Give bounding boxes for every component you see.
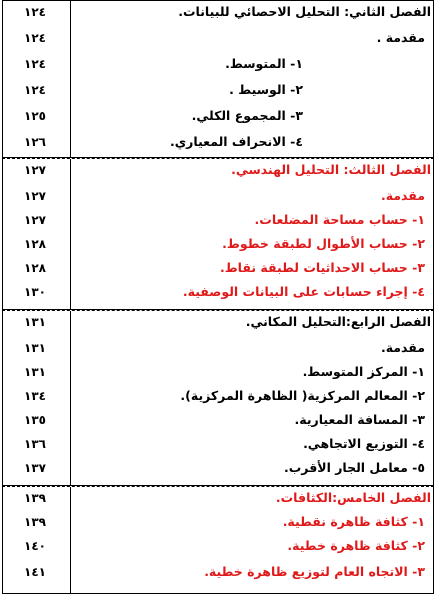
page-number: ١٢٧ [24, 163, 46, 177]
toc-entry-title: ٢- حساب الأطوال لطبقة خطوط. [222, 236, 425, 251]
page-number: ١٢٧ [24, 213, 46, 227]
toc-entry-row [3, 337, 433, 359]
toc-entry-row [3, 281, 433, 303]
toc-entry-row [3, 185, 433, 207]
toc-entry-row [3, 361, 433, 383]
page-number: ١٤٠ [24, 539, 46, 553]
page-number: ١٢٦ [24, 135, 46, 149]
toc-entry-row [3, 561, 433, 583]
table-of-contents [2, 0, 434, 596]
page-number: ١٣١ [24, 341, 46, 355]
toc-entry-row [3, 79, 433, 101]
chapter-section [2, 310, 434, 486]
page-number: ١٣١ [24, 365, 46, 379]
page-number: ١٣٩ [24, 515, 46, 529]
chapter-section [2, 0, 434, 158]
page-number: ١٢٥ [24, 109, 46, 123]
chapter-heading: الفصل الخامس:الكثافات. [275, 490, 431, 505]
chapter-heading-row [3, 311, 433, 333]
toc-entry-title: ٣- المسافة المعيارية. [294, 412, 425, 427]
page-number: ١٢٨ [24, 261, 46, 275]
chapter-heading-row [3, 159, 433, 181]
chapter-section [2, 486, 434, 594]
page-number: ١٤١ [24, 565, 46, 579]
toc-entry-row [3, 385, 433, 407]
chapter-section [2, 158, 434, 310]
page-number: ١٢٤ [24, 83, 46, 97]
toc-entry-title: ٢- كثافة ظاهرة خطية. [287, 538, 425, 553]
page-number: ١٢٤ [24, 57, 46, 71]
page-number: ١٣٧ [24, 461, 46, 475]
page-number: ١٢٤ [24, 5, 46, 19]
toc-entry-row [3, 257, 433, 279]
toc-entry-title: ٣- المجموع الكلي. [191, 108, 303, 123]
toc-entry-row [3, 209, 433, 231]
toc-entry-row [3, 511, 433, 533]
toc-entry-title: ٢- المعالم المركزية( الظاهرة المركزية). [180, 388, 425, 403]
toc-entry-row [3, 53, 433, 75]
toc-entry-title: ٥- معامل الجار الأقرب. [283, 460, 425, 475]
page-number: ١٣٥ [24, 413, 46, 427]
toc-entry-title: ٢- الوسيط . [229, 82, 303, 97]
toc-entry-title: مقدمة . [376, 30, 425, 45]
page-number: ١٢٤ [24, 31, 46, 45]
toc-entry-row [3, 409, 433, 431]
chapter-heading: الفصل الثالث: التحليل الهندسي. [231, 162, 431, 177]
toc-entry-row [3, 433, 433, 455]
chapter-heading-row [3, 487, 433, 509]
chapter-heading: الفصل الثاني: التحليل الاحصائي للبيانات. [178, 4, 431, 19]
toc-entry-row [3, 457, 433, 479]
toc-entry-title: مقدمة. [380, 340, 425, 355]
page-number: ١٢٨ [24, 237, 46, 251]
toc-entry-row [3, 105, 433, 127]
page-number: ١٣٦ [24, 437, 46, 451]
page-number: ١٣٤ [24, 389, 46, 403]
chapter-heading-row [3, 1, 433, 23]
toc-entry-row [3, 27, 433, 49]
toc-entry-title: ٤- إجراء حسابات على البيانات الوصفية. [182, 284, 425, 299]
toc-entry-title: ٤- الانحراف المعياري. [169, 134, 303, 149]
toc-entry-title: ١- المركز المتوسط. [302, 364, 425, 379]
toc-entry-row [3, 535, 433, 557]
toc-entry-title: ٤- التوزيع الاتجاهي. [303, 436, 425, 451]
page-number: ١٢٧ [24, 189, 46, 203]
toc-entry-row [3, 131, 433, 153]
page-number: ١٣١ [24, 315, 46, 329]
page-number: ١٣٠ [24, 285, 46, 299]
toc-entry-title: ١- المتوسط. [225, 56, 303, 71]
toc-entry-title: ١- حساب مساحة المضلعات. [254, 212, 425, 227]
toc-entry-title: ١- كثافة ظاهرة نقطية. [282, 514, 425, 529]
toc-entry-title: ٣- الاتجاه العام لتوزيع ظاهرة خطية. [204, 564, 425, 579]
page-number: ١٣٩ [24, 491, 46, 505]
toc-entry-row [3, 233, 433, 255]
toc-entry-title: مقدمة. [380, 188, 425, 203]
toc-entry-title: ٣- حساب الاحداثيات لطبقة نقاط. [219, 260, 425, 275]
chapter-heading: الفصل الرابع:التحليل المكاني. [245, 314, 431, 329]
